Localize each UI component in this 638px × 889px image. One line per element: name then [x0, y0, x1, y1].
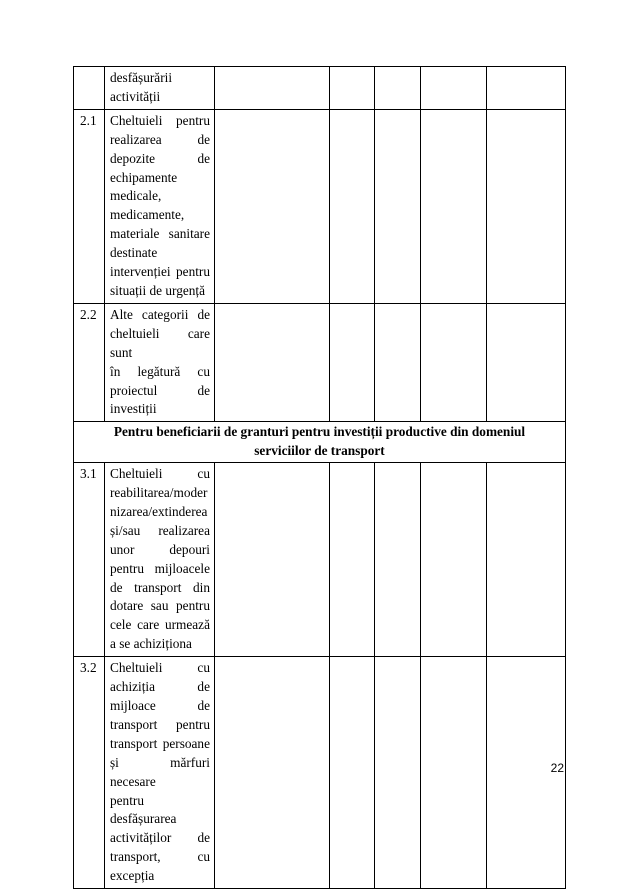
empty-cell: [375, 67, 421, 110]
row-description: [105, 463, 215, 657]
empty-cell: [215, 67, 330, 110]
description-line: și/sau realizarea: [110, 522, 210, 538]
description-line: destinate: [110, 245, 158, 261]
section-header-row: [74, 422, 566, 463]
description-line: a se achiziționa: [110, 636, 192, 652]
row-number: 2.2: [74, 303, 105, 421]
description-line: materiale sanitare: [110, 226, 210, 242]
description-line: achiziția de: [110, 679, 210, 695]
empty-cell: [421, 67, 487, 110]
row-number: 3.2: [74, 657, 105, 889]
description-line: pentru: [110, 792, 144, 808]
description-line: depozite de: [110, 150, 210, 166]
empty-cell: [421, 109, 487, 303]
description-line: transport persoane: [110, 735, 210, 751]
description-line: și mărfuri necesare: [110, 754, 210, 789]
empty-cell: [330, 109, 375, 303]
description-line: mijloace de: [110, 698, 210, 713]
description-line: pentru mijloacele: [110, 560, 210, 576]
row-description: [105, 67, 215, 110]
empty-cell: [215, 463, 330, 657]
description-line: unor depouri: [110, 541, 210, 557]
description-line: dotare sau pentru: [110, 598, 210, 614]
description-line: în legătură cu: [110, 363, 210, 379]
row-description: [105, 303, 215, 421]
page-number: 22: [550, 761, 564, 775]
empty-cell: [330, 67, 375, 110]
empty-cell: [375, 463, 421, 657]
empty-cell: [375, 109, 421, 303]
description-line: medicamente,: [110, 207, 185, 223]
description-line: desfășurării: [110, 70, 173, 85]
empty-cell: [375, 303, 421, 421]
description-line: transport, cu: [110, 849, 210, 865]
empty-cell: [487, 303, 566, 421]
empty-cell: [330, 463, 375, 657]
description-line: intervenției pentru: [110, 264, 210, 280]
description-line: reabilitarea/moder: [110, 485, 208, 501]
description-line: transport pentru: [110, 716, 210, 732]
empty-cell: [421, 463, 487, 657]
section-title: Pentru beneficiarii de granturi pentru investiții productive din domeniul serviciilor de transport: [74, 422, 566, 463]
empty-cell: [215, 109, 330, 303]
empty-cell: [487, 463, 566, 657]
description-line: cheltuieli care sunt: [110, 325, 210, 360]
description-line: Cheltuieli cu: [110, 466, 210, 482]
description-line: de transport din: [110, 579, 210, 595]
empty-cell: [487, 109, 566, 303]
description-line: activităților de: [110, 830, 210, 846]
description-line: medicale,: [110, 188, 162, 204]
description-line: excepția: [110, 868, 155, 884]
description-line: desfășurarea: [110, 811, 177, 827]
empty-cell: [421, 303, 487, 421]
table-row: [74, 463, 566, 657]
description-line: Alte categorii de: [110, 306, 210, 322]
description-line: nizarea/extinderea: [110, 503, 208, 519]
description-line: realizarea de: [110, 131, 210, 147]
row-description: [105, 109, 215, 303]
description-line: Cheltuieli cu: [110, 660, 210, 676]
table-row: [74, 67, 566, 110]
row-number: 2.1: [74, 109, 105, 303]
empty-cell: [330, 303, 375, 421]
row-number: 3.1: [74, 463, 105, 657]
description-line: proiectul de: [110, 382, 210, 398]
table-row: [74, 109, 566, 303]
empty-cell: [487, 67, 566, 110]
description-line: investiții: [110, 401, 157, 417]
description-line: echipamente: [110, 169, 178, 185]
description-line: cele care urmează: [110, 617, 210, 633]
description-line: situații de urgență: [110, 282, 206, 298]
description-line: Cheltuieli pentru: [110, 112, 210, 128]
table-row: [74, 303, 566, 421]
description-line: activității: [110, 88, 161, 104]
row-number: [74, 67, 105, 110]
empty-cell: [215, 303, 330, 421]
